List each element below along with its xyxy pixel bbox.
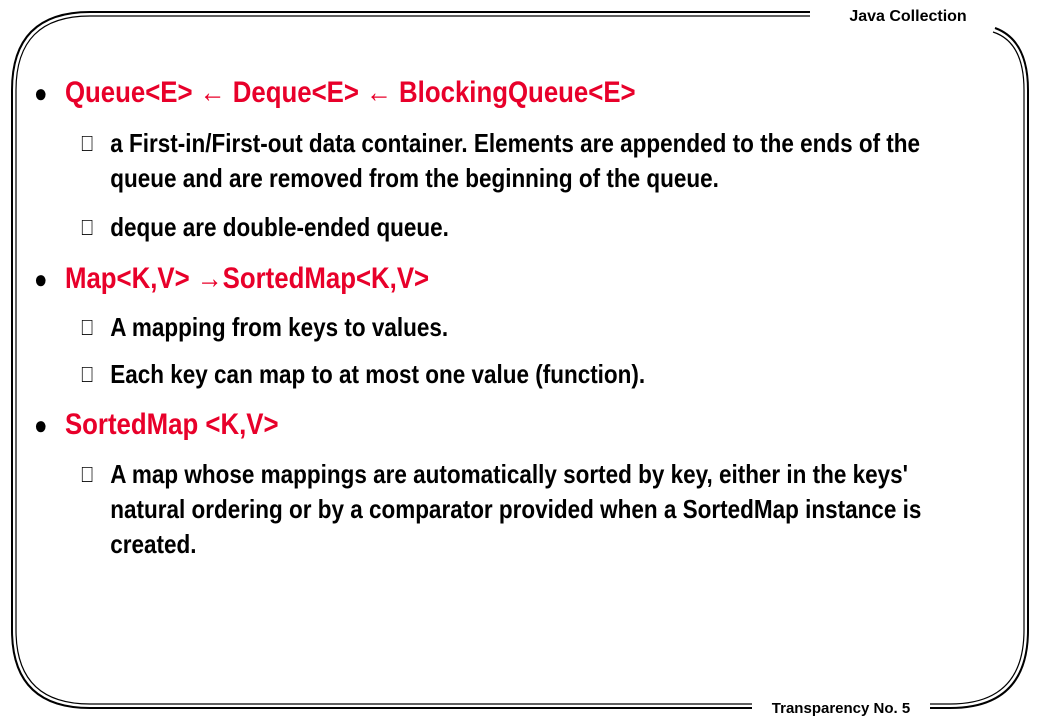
heading-text: Queue<E> ← Deque<E> ← BlockingQueue<E>	[64, 76, 636, 109]
sub-item-text: Each key can map to at most one value (function).	[110, 359, 646, 389]
bullet-icon: ●	[34, 264, 48, 294]
bullet-heading-sortedmap	[34, 407, 279, 443]
header-title: Java Collection	[828, 7, 988, 27]
heading-text: SortedMap <K,V>	[64, 408, 279, 441]
sub-item-mapping	[80, 310, 954, 345]
sub-bullet-icon	[80, 310, 110, 345]
sub-bullet-icon	[80, 126, 110, 161]
sub-item-queue-fifo	[80, 126, 954, 196]
sub-item-text: deque are double-ended queue.	[110, 212, 449, 242]
sub-item-text: A mapping from keys to values.	[110, 312, 449, 342]
heading-text: Map<K,V> →SortedMap<K,V>	[64, 262, 430, 295]
bullet-heading-queue	[34, 75, 636, 111]
bullet-icon: ●	[34, 78, 48, 108]
sub-item-text: a First-in/First-out data container. Elements are appended to the ends of the queue and are removed from the beginning of the queue.	[110, 128, 921, 193]
bullet-heading-map	[34, 261, 429, 297]
footer-label: Transparency No. 5	[752, 700, 930, 718]
sub-bullet-icon	[80, 210, 110, 245]
sub-bullet-icon	[80, 457, 110, 492]
sub-item-text: A map whose mappings are automatically sorted by key, either in the keys' natural ordering or by a comparator provided when a SortedMap instance is created.	[110, 459, 922, 559]
sub-item-key-value	[80, 357, 954, 392]
sub-item-sortedmap-desc	[80, 457, 954, 562]
sub-bullet-icon	[80, 357, 110, 392]
sub-item-deque	[80, 210, 954, 245]
bullet-icon: ●	[34, 410, 48, 440]
